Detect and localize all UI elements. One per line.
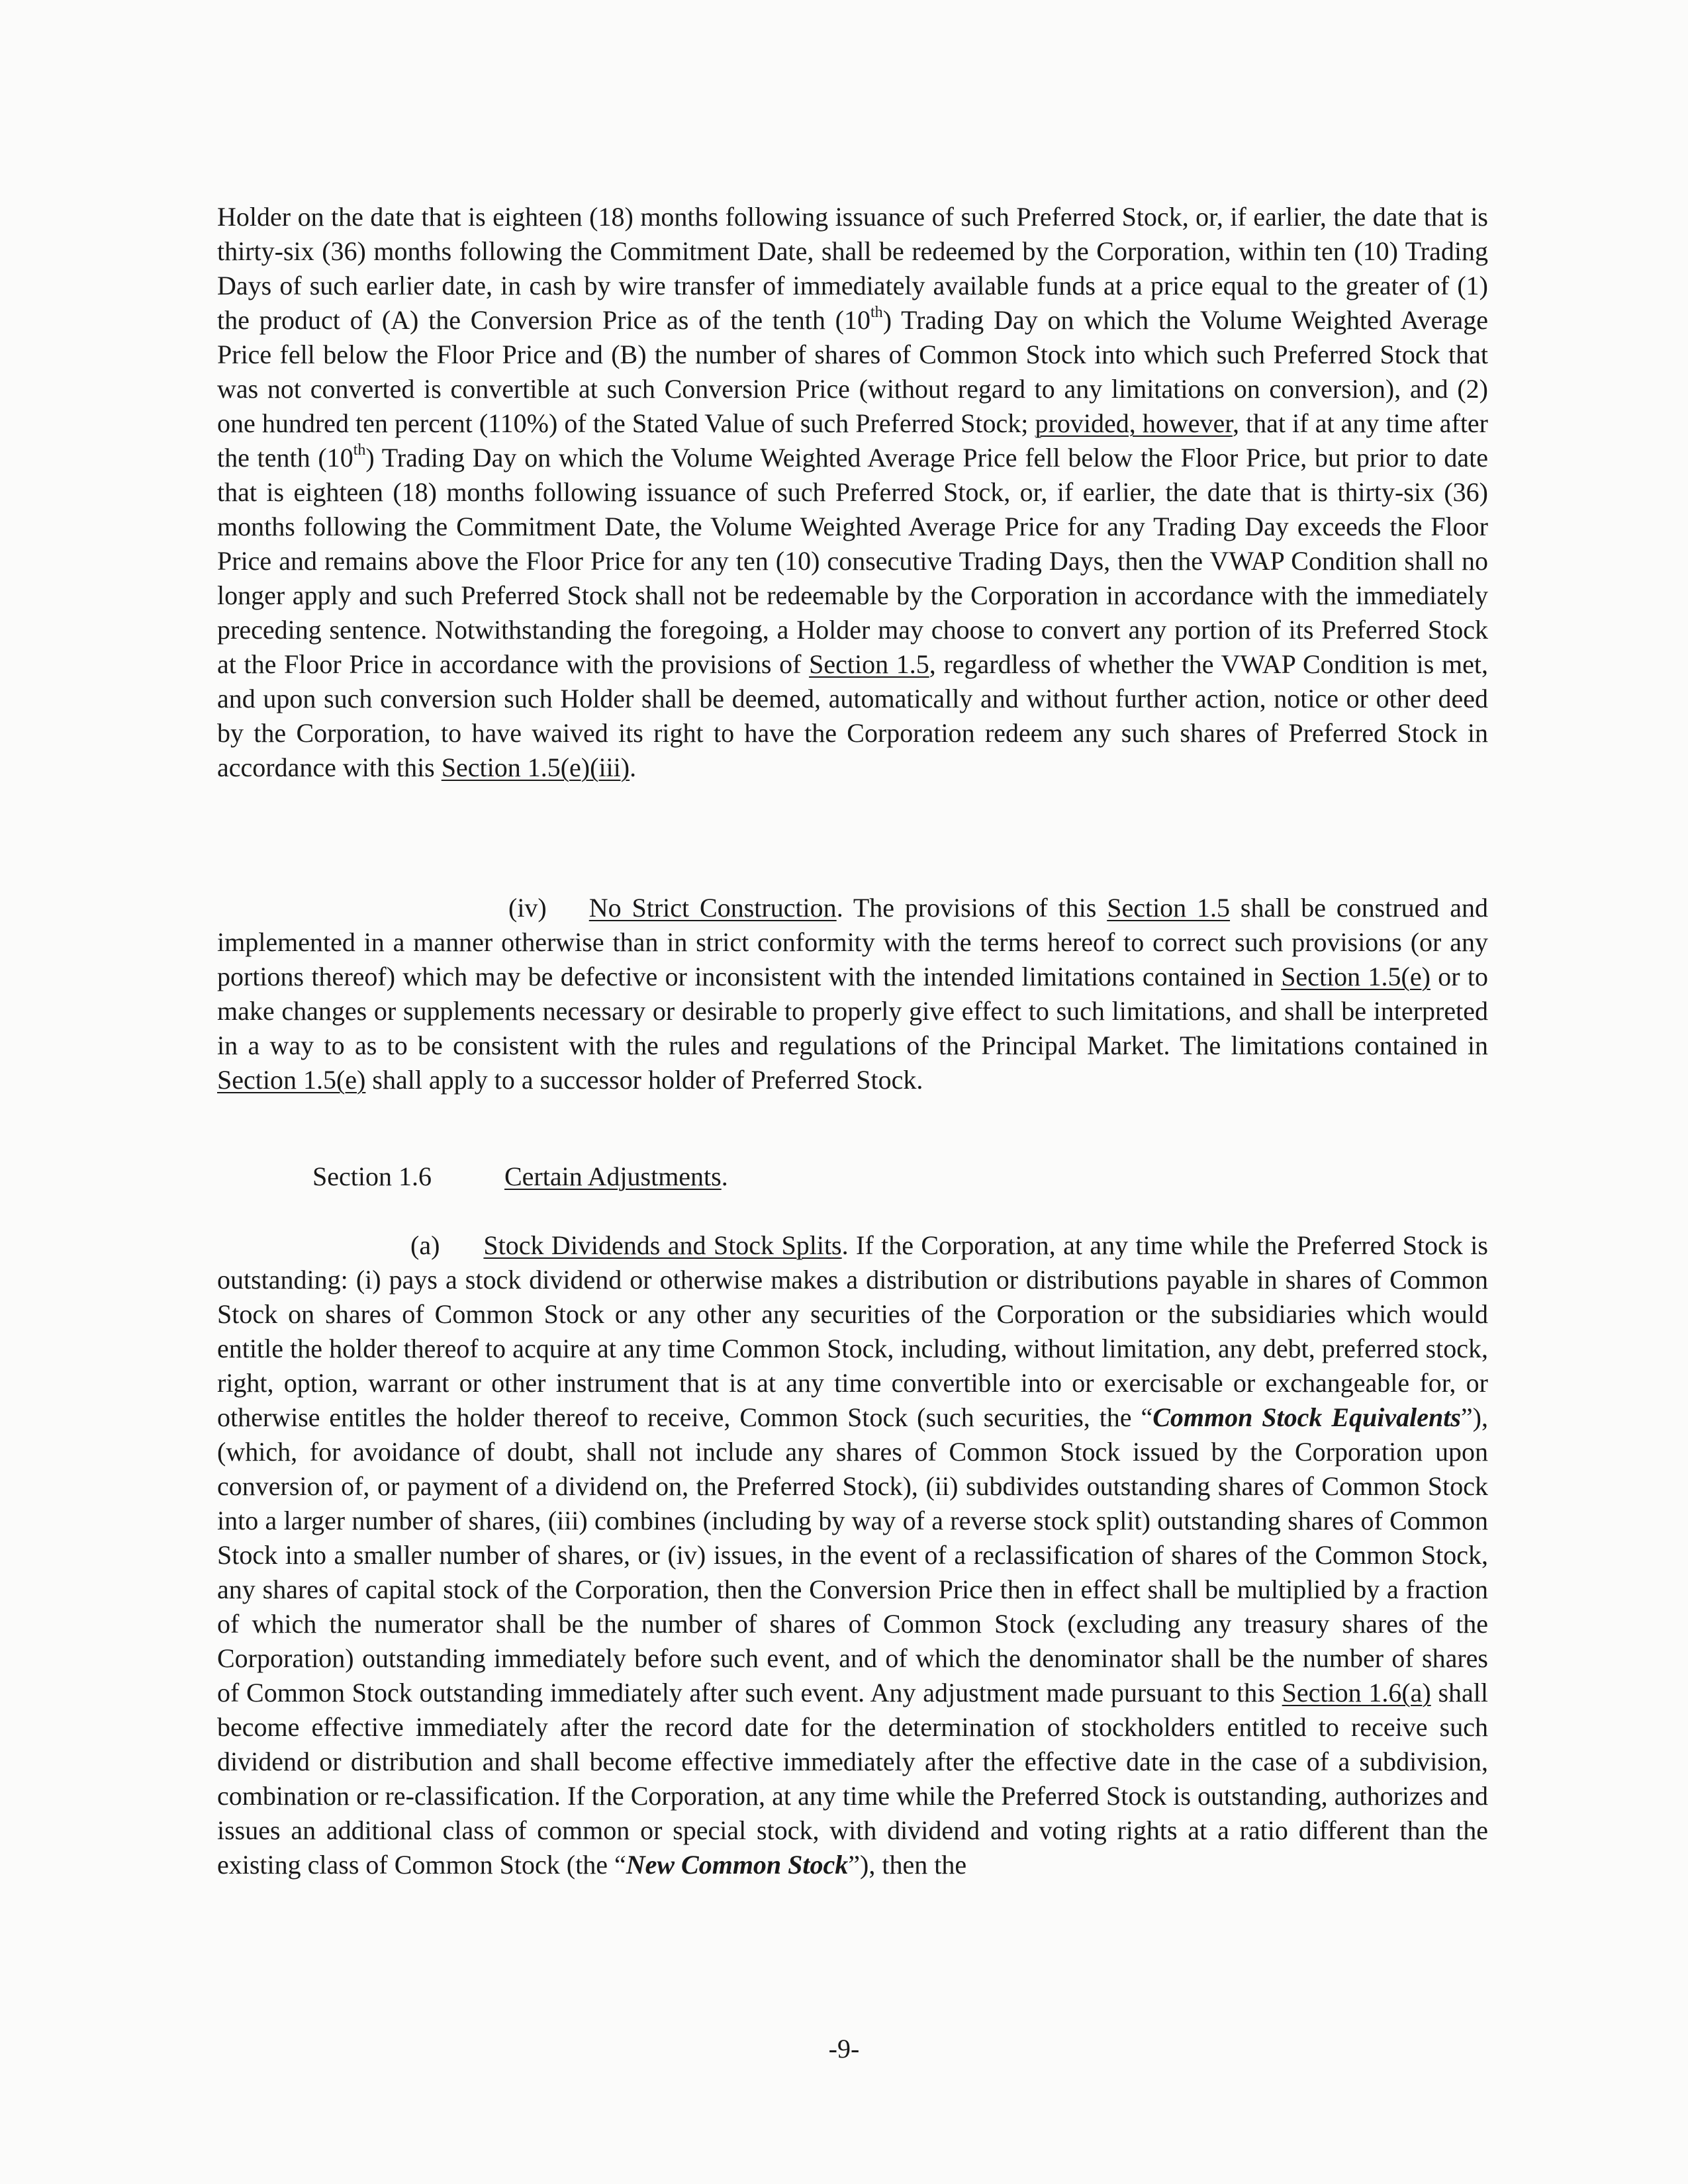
ordinal-superscript: th [870,303,883,321]
text-run: Holder on the date that is eighteen (18) months following issuance of such Preferred Stock, or, if earlier, the date that is thirty-six (36) months following the Commitment Date, shall be redeemed by the Corporation, within ten (10) Trading Days of such earlier date, in cash by wire transfer of immediately available funds at a price equal to the greater of (1) the product of (A) the Conversion Price as of the tenth (10 [217,202,1488,335]
clause-heading: Stock Dividends and Stock Splits [483,1230,842,1260]
text-run: ”), then the [848,1850,967,1880]
ordinal-superscript: th [353,441,366,459]
text-run: or to make changes or supplements necessary or desirable to properly give effect to such limitations, and shall be interpreted in a way to as to be consistent with the rules and regulations of the Principal Market. The limitations contained in [217,962,1489,1060]
text-run: , regardless of whether the VWAP Condition is met, and upon such conversion such Holder shall be deemed, automatically and without further action, notice or other deed by the Corporation, to have waived its right to have the Corporation redeem any such shares of Preferred Stock in accordance with this [217,649,1488,782]
page-number: -9- [828,2034,860,2064]
defined-term: New Common Stock [626,1850,849,1880]
text-run: ) Trading Day on which the Volume Weighted Average Price fell below the Floor Price and (B) the number of shares of Common Stock into which such Preferred Stock that was not converted is convertible at such Conversion Price (without regard to any limitations on conversion), and (2) one hundred ten percent (110%) of the Stated Value of such Preferred Stock; [217,305,1489,438]
clause-heading: No Strict Construction [588,893,837,923]
text-run: ”), (which, for avoidance of doubt, shall not include any shares of Common Stock issued by the Corporation upon conversion of, or payment of a dividend on, the Preferred Stock), (ii) subdivides outstanding shares of Common Stock into a larger number of shares, (iii) combines (including by way of a reverse stock split) outstanding shares of Common Stock into a smaller number of shares, or (iv) issues, in the event of a reclassification of shares of the Common Stock, any shares of capital stock of the Corporation, then the Conversion Price then in effect shall be multiplied by a fraction of which the numerator shall be the number of shares of Common Stock (excluding any treasury shares of the Corporation) outstanding immediately before such event, and of which the denominator shall be the number of shares of Common Stock outstanding immediately after such event. Any adjustment made pursuant to this [217,1402,1488,1707]
text-run: shall apply to a successor holder of Preferred Stock. [365,1065,923,1095]
defined-term: Common Stock Equivalents [1152,1402,1461,1432]
section-reference: Section 1.6(a) [1282,1678,1431,1707]
section-reference: Section 1.5(e) [1281,962,1430,991]
paragraph-no-strict-construction [217,891,1488,1097]
text-run: . [630,752,637,782]
text-run: shall become effective immediately after the record date for the determination of stockholders entitled to receive such dividend or distribution and shall become effective immediately after the effective date in the case of a subdivision, combination or re-classification. If the Corporation, at any time while the Preferred Stock is outstanding, authorizes and issues an additional class of common or special stock, with dividend and voting rights at a ratio different than the existing class of Common Stock (the “ [217,1678,1488,1880]
clause-number: (iv) [508,893,547,923]
clause-number: (a) [410,1230,440,1260]
section-reference: Section 1.5(e) [217,1065,366,1095]
text-run: . The provisions of this [836,893,1107,923]
section-label: Section 1.6 [312,1161,432,1191]
section-heading [217,1160,1488,1194]
text-run: . If the Corporation, at any time while the Preferred Stock is outstanding: (i) pays a stock dividend or otherwise makes a distribution or distributions payable in shares of Common Stock on shares of Common Stock or any other any securities of the Corporation or the subsidiaries which would entitle the holder thereof to acquire at any time Common Stock, including, without limitation, any debt, preferred stock, right, option, warrant or other instrument that is at any time convertible into or exercisable or exchangeable for, or otherwise entitles the holder thereof to receive, Common Stock (such securities, the “ [217,1230,1488,1432]
paragraph-redemption-continuation [217,200,1488,785]
section-reference: Section 1.5(e)(iii) [441,752,630,782]
section-title-period: . [721,1161,728,1191]
underlined-term-provided-however: provided, however [1035,408,1233,438]
text-run: shall be construed and implemented in a manner otherwise than in strict conformity with the terms hereof to correct such provisions (or any portions thereof) which may be defective or inconsistent with the intended limitations contained in [217,893,1489,991]
section-reference: Section 1.5 [1107,893,1231,923]
section-title: Certain Adjustments [504,1161,722,1191]
paragraph-stock-dividends [217,1228,1488,1882]
text-run: ) Trading Day on which the Volume Weighted Average Price fell below the Floor Price, but prior to date that is eighteen (18) months following issuance of such Preferred Stock, or, if earlier, the date that is thirty-six (36) months following the Commitment Date, the Volume Weighted Average Price for any Trading Day exceeds the Floor Price and remains above the Floor Price for any ten (10) consecutive Trading Days, then the VWAP Condition shall no longer apply and such Preferred Stock shall not be redeemable by the Corporation in accordance with the immediately preceding sentence. Notwithstanding the foregoing, a Holder may choose to convert any portion of its Preferred Stock at the Floor Price in accordance with the provisions of [217,443,1488,679]
text-run: , that if at any time after the tenth (10 [217,408,1489,473]
section-reference: Section 1.5 [809,649,929,679]
